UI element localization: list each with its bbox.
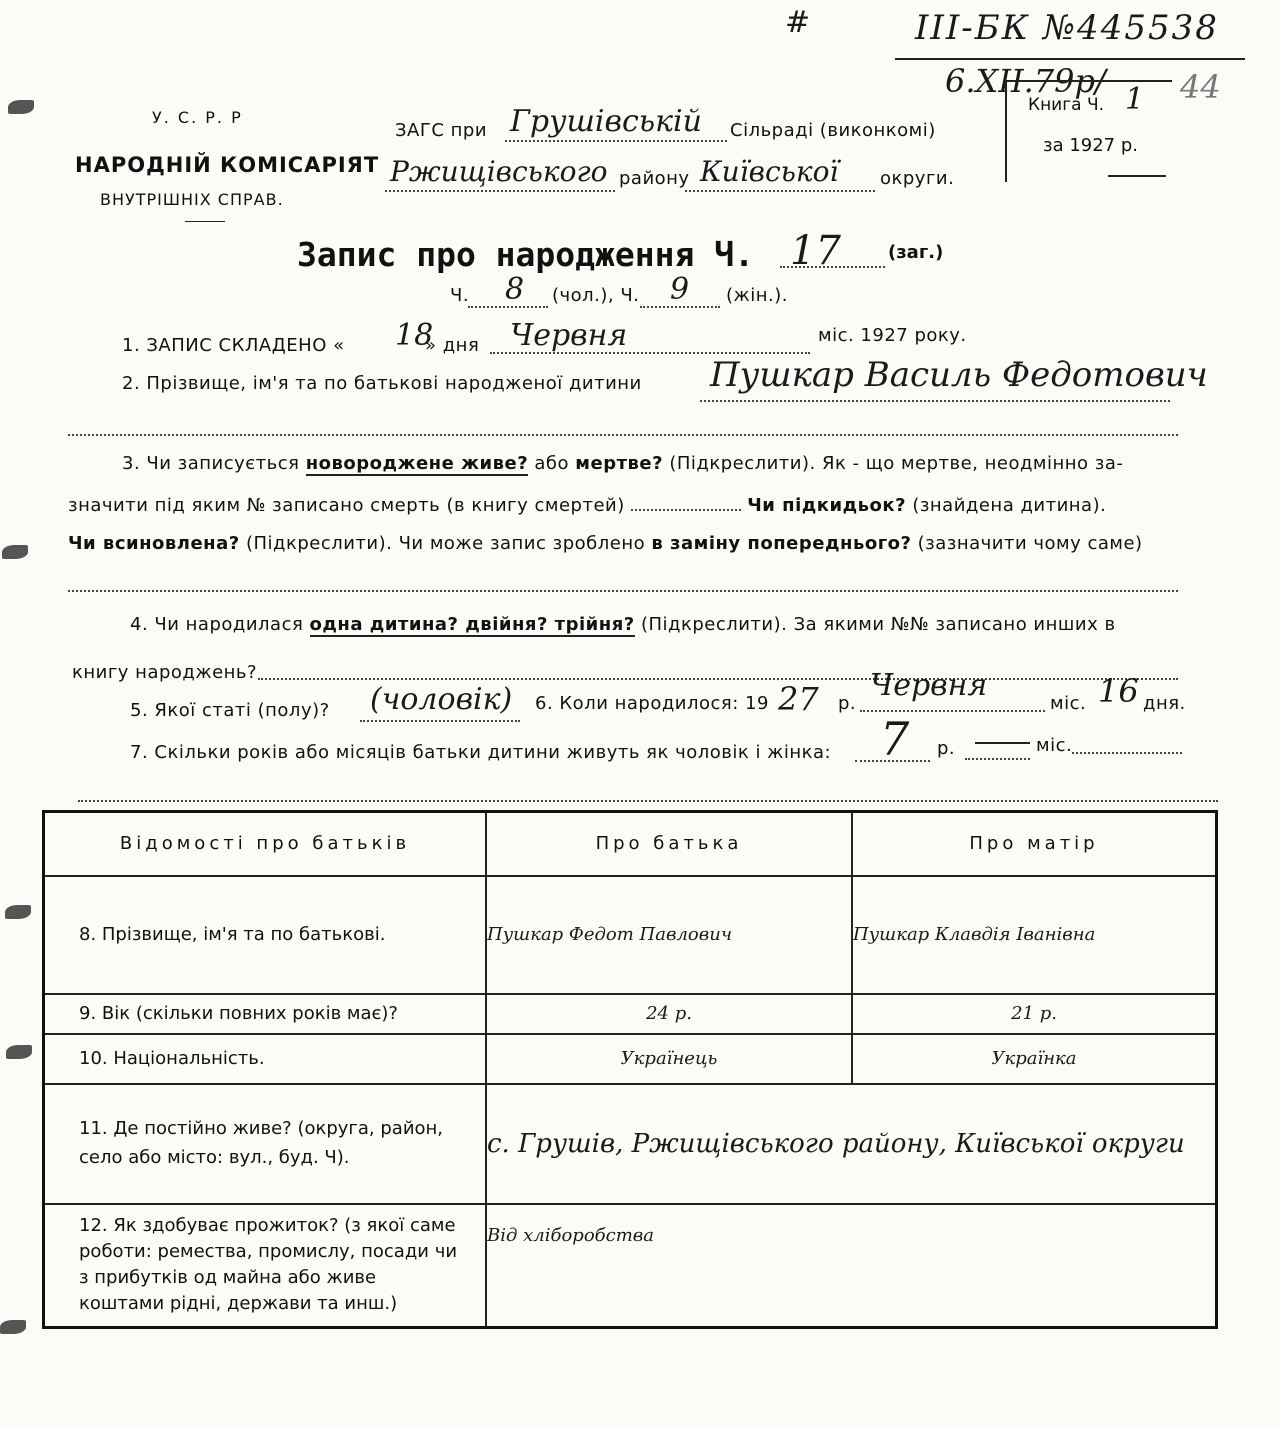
mother-age: 21 р. [852, 994, 1217, 1034]
row-label-age: 9. Вік (скільки повних років має)? [44, 994, 487, 1034]
item1-mid: » дня [425, 335, 480, 356]
zags-suffix: Сільраді (виконкомі) [730, 120, 936, 141]
item4-text-b: (Підкреслити). За якими №№ записано инших в [640, 614, 1116, 635]
father-residence: с. Грушів, Ржищівського району, Київської округи [486, 1084, 1217, 1204]
item5-label: 5. Якої статі (полу)? [130, 700, 330, 721]
col-header-info: Відомості про батьків [44, 812, 487, 876]
father-nationality: Українець [486, 1034, 852, 1084]
margin-mark [8, 100, 34, 114]
okrug-name: Київської [700, 155, 839, 188]
department-label: ВНУТРІШНІХ СПРАВ. [100, 190, 284, 209]
col-header-mother: Про матір [852, 812, 1217, 876]
item4-text-a: 4. Чи народилася [130, 614, 304, 635]
parents-table [42, 810, 1218, 1329]
item3-reason: (зазначити чому саме) [917, 533, 1143, 554]
item7-label: 7. Скільки років або місяців батьки дитини живуть як чоловік і жінка: [130, 742, 832, 763]
margin-mark [2, 545, 28, 559]
item4-line1 [130, 614, 1116, 635]
row-label-residence: 11. Де постійно живе? (округа, район, село або місто: вул., буд. Ч). [44, 1084, 487, 1204]
item3-text-a: 3. Чи записується [122, 453, 300, 474]
item1-suffix: міс. 1927 року. [818, 325, 967, 346]
item3-dead: мертве? [575, 453, 664, 474]
item3-text-c: (Підкреслити). Як - що мертве, неодмінно за- [669, 453, 1124, 474]
item2-label: 2. Прізвище, ім'я та по батькові народженої дитини [122, 373, 642, 394]
item2-child-name: Пушкар Василь Федотович [710, 355, 1208, 395]
table-row [44, 994, 1217, 1034]
table-header-row [44, 812, 1217, 876]
item6-year: 27 [778, 680, 819, 718]
item3-foundling: Чи підкидьок? [747, 495, 907, 516]
item7-mis: міс. [1036, 735, 1073, 756]
table-row [44, 1034, 1217, 1084]
okrug-label: округи. [880, 168, 955, 189]
item4-line2: книгу народжень? [72, 662, 258, 683]
table-row [44, 876, 1217, 994]
item3-line3 [68, 533, 1143, 554]
item6-r: р. [838, 693, 857, 714]
item3-line2 [68, 495, 1106, 516]
mother-name: Пушкар Клавдія Іванівна [852, 876, 1217, 994]
item3-found-note: (знайдена дитина). [912, 495, 1107, 516]
father-age: 24 р. [486, 994, 852, 1034]
item6-month: Червня [870, 668, 988, 703]
record-number: 17 [790, 228, 841, 274]
item3-line1 [122, 453, 1123, 474]
item3-alive: новороджене живе? [305, 453, 529, 474]
female-number: 9 [670, 272, 690, 307]
zags-prefix: ЗАГС при [395, 120, 488, 141]
item7-years: 7 [880, 712, 910, 766]
row-label-name: 8. Прізвище, ім'я та по батькові. [44, 876, 487, 994]
zags-village: Грушівській [510, 104, 702, 139]
archive-number: III-БК №445538 [915, 8, 1219, 48]
item6-dnya: дня. [1143, 693, 1186, 714]
margin-mark [5, 905, 31, 919]
item3-text-b: або [534, 453, 570, 474]
item3-replace: в заміну попереднього? [651, 533, 912, 554]
margin-mark [6, 1045, 32, 1059]
table-row [44, 1204, 1217, 1328]
father-name: Пушкар Федот Павлович [486, 876, 852, 994]
ch-label: Ч. [450, 285, 470, 306]
item1-prefix: 1. ЗАПИС СКЛАДЕНО « [122, 335, 345, 356]
item3-death-note: значити під яким № записано смерть (в книгу смертей) [68, 495, 625, 516]
male-label: (чол.), Ч. [552, 285, 640, 306]
item1-day: 18 [395, 318, 434, 353]
republic-label: У. С. Р. Р [152, 108, 243, 127]
father-occupation: Від хліборобства [486, 1204, 1217, 1328]
top-mark: # [785, 5, 811, 40]
item6-label: 6. Коли народилося: 19 [535, 693, 769, 714]
item5-sex: (чоловік) [370, 682, 513, 717]
item7-r: р. [937, 738, 956, 759]
row-label-nationality: 10. Національність. [44, 1034, 487, 1084]
book-value: 1 [1125, 82, 1145, 117]
book-year: за 1927 р. [1043, 135, 1139, 156]
record-suffix: (заг.) [888, 242, 944, 263]
book-label: Книга Ч. [1028, 95, 1105, 115]
book-extra: 44 [1180, 68, 1221, 106]
date-note: 6.XII.79р/ [945, 62, 1106, 100]
item3-replace-note: (Підкреслити). Чи може запис зроблено [245, 533, 646, 554]
district-label: району [619, 168, 690, 189]
item6-day: 16 [1098, 672, 1139, 710]
item1-month: Червня [510, 318, 628, 353]
district-name: Ржищівського [390, 155, 608, 188]
item6-mis: міс. [1050, 693, 1087, 714]
row-label-occupation: 12. Як здобуває прожиток? (з якої саме роботи: ремества, промислу, посади чи з прибутків од майна або живе коштами рідні, держави та инш.) [44, 1204, 487, 1328]
margin-mark [0, 1320, 26, 1334]
mother-nationality: Українка [852, 1034, 1217, 1084]
record-title: Запис про народження Ч. [297, 235, 754, 274]
male-number: 8 [505, 272, 525, 307]
table-row [44, 1084, 1217, 1204]
ministry-label: НАРОДНІЙ КОМІСАРІЯТ [75, 153, 380, 177]
col-header-father: Про батька [486, 812, 852, 876]
female-label: (жін.). [726, 285, 788, 306]
item4-options: одна дитина? двійня? трійня? [309, 614, 635, 635]
item3-adopted: Чи всиновлена? [68, 533, 240, 554]
